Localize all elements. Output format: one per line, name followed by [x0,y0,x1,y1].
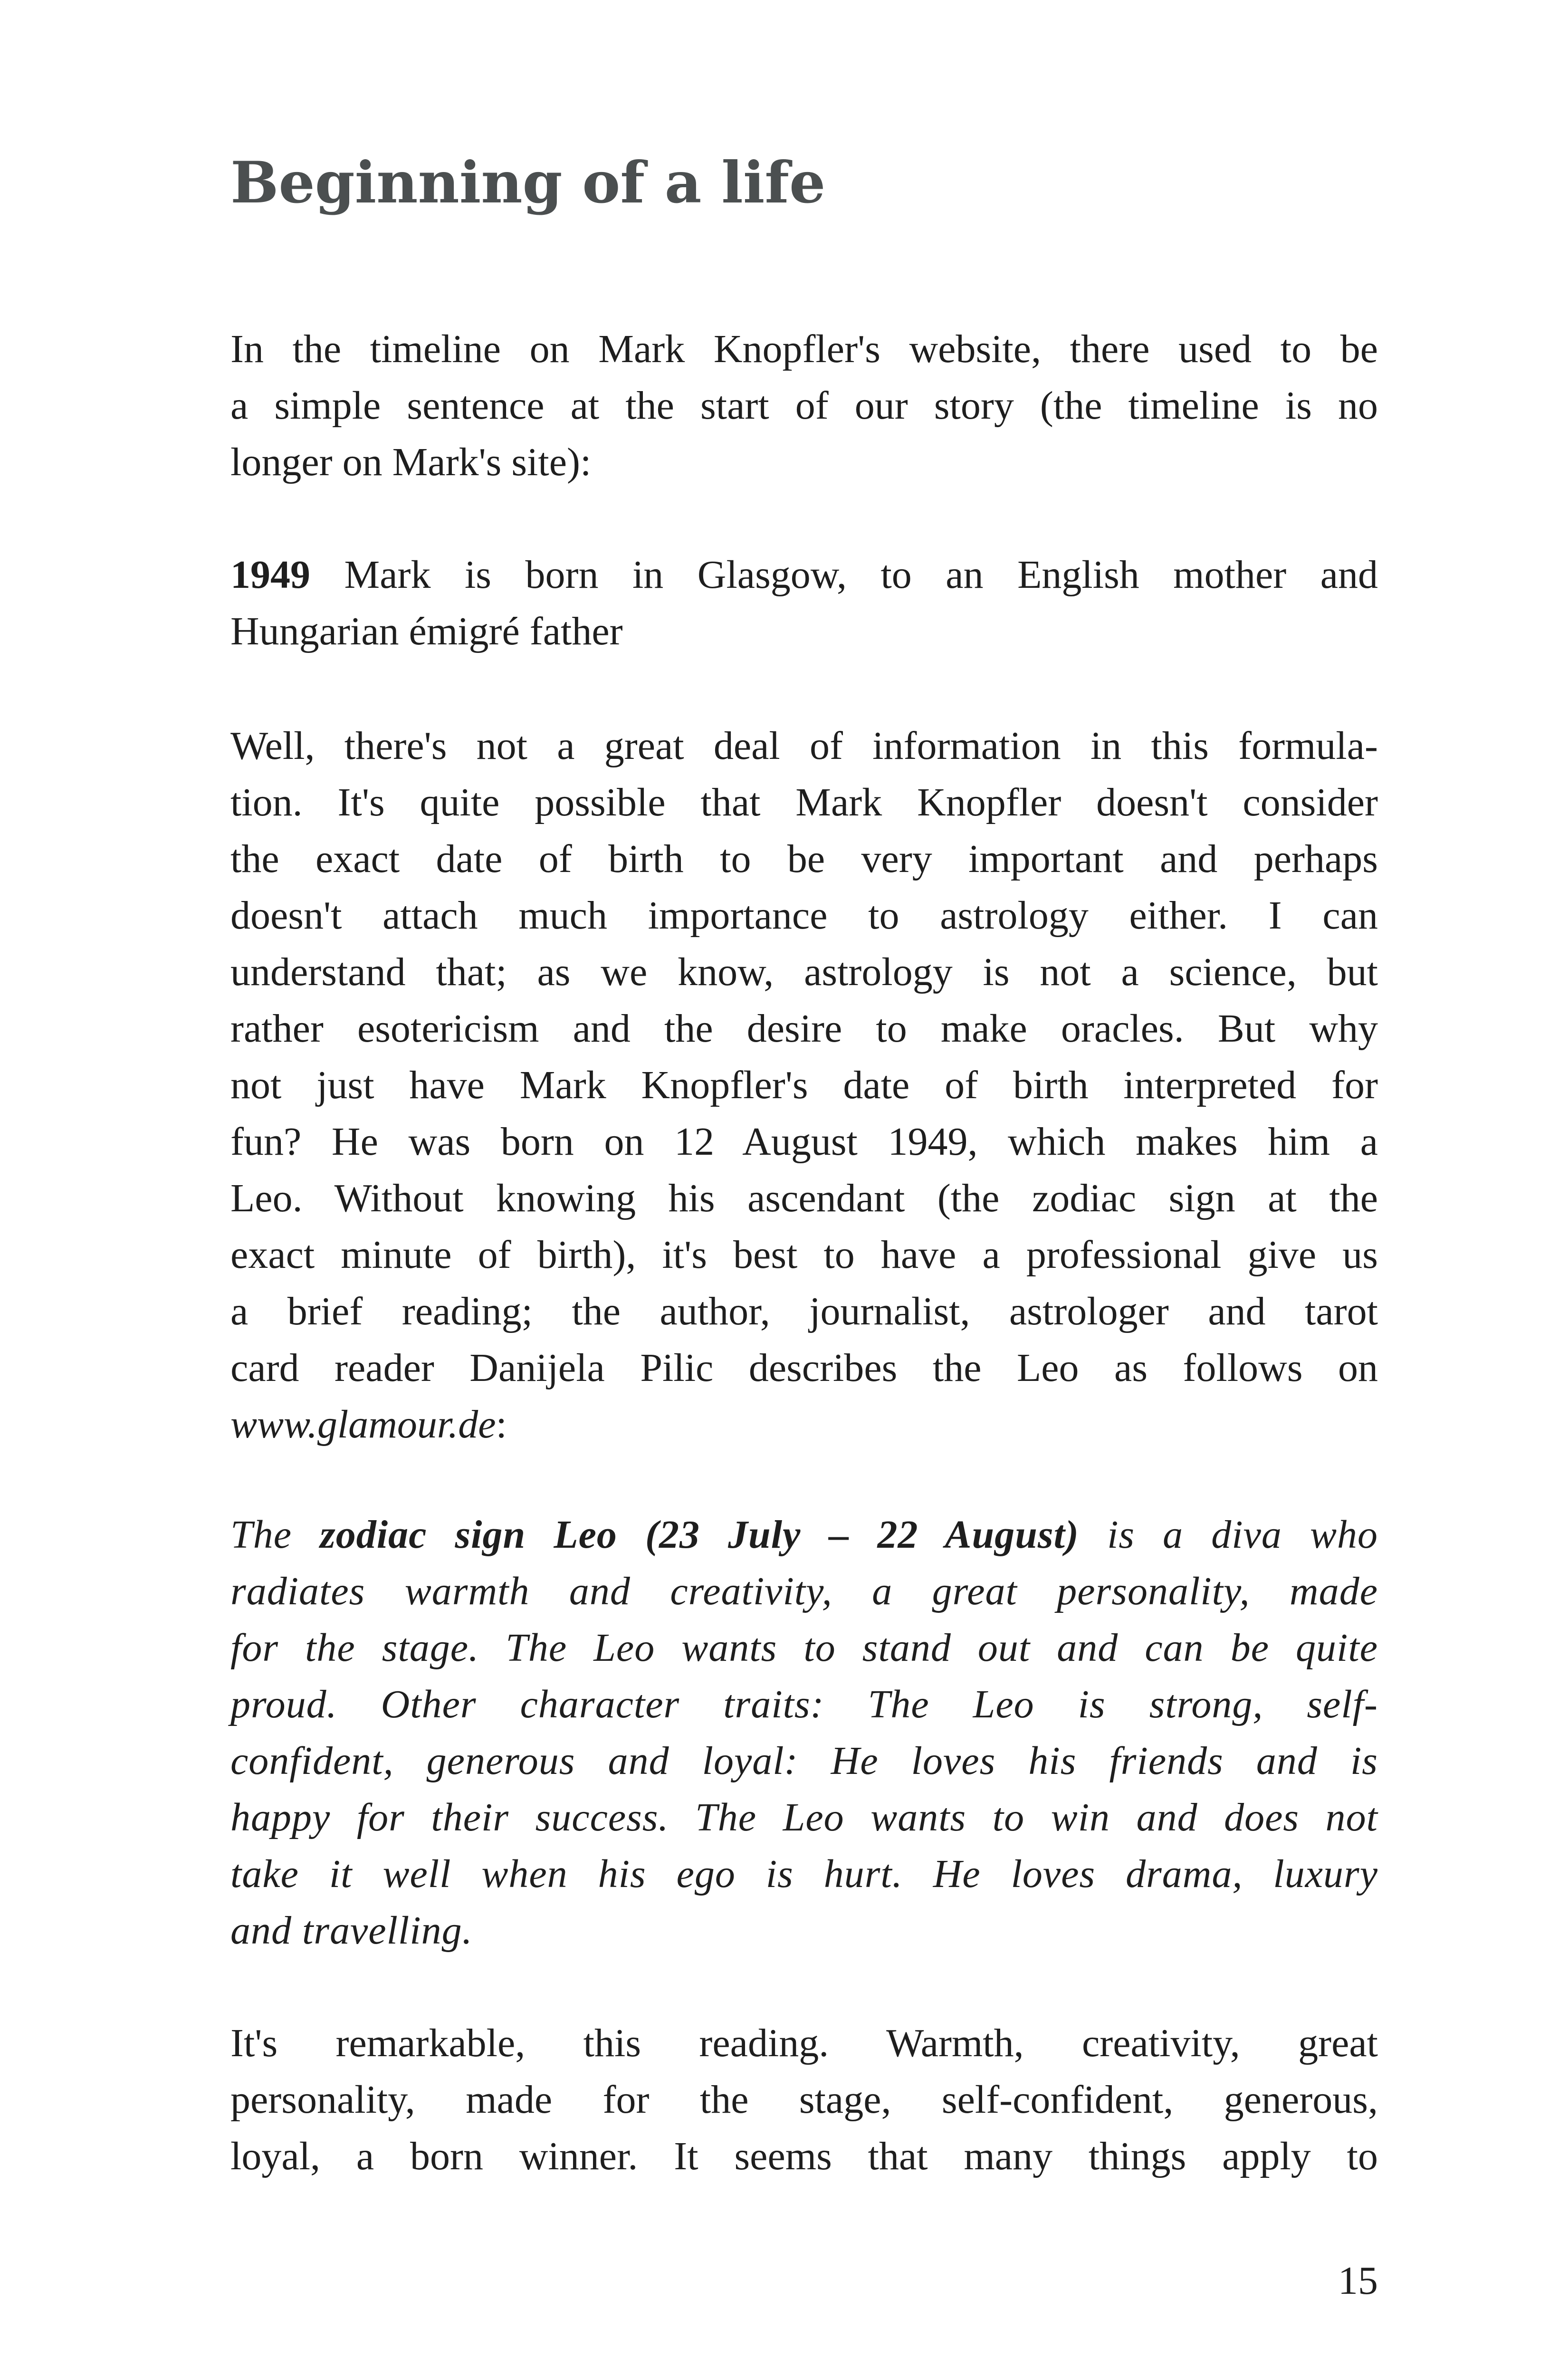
timeline-text: Mark is born in Glasgow, to an English mother and [310,553,1378,597]
text-line: exact minute of birth), it's best to have a professional give us [230,1233,1378,1277]
text-line: doesn't attach much importance to astrology either. I can [230,893,1378,938]
paragraph-closing [230,2015,1378,2184]
text-line: proud. Other character traits: The Leo is strong, self- [230,1682,1378,1726]
source-suffix: : [496,1402,507,1447]
text-line: not just have Mark Knopfler's date of birth interpreted for [230,1063,1378,1107]
text-line: happy for their success. The Leo wants to win and does not [230,1795,1378,1839]
text-line: the exact date of birth to be very important and perhaps [230,837,1378,881]
paragraph-discussion [230,718,1378,1453]
source-link: www.glamour.de [230,1402,496,1447]
text-line: Hungarian émigré father [230,609,623,653]
quote-line-rest: is a diva who [1079,1513,1378,1557]
paragraph-intro [230,321,1378,490]
text-line: and travelling. [230,1908,473,1953]
text-line: rather esotericism and the desire to make oracles. But why [230,1006,1378,1051]
quote-block [230,1506,1378,1959]
text-line [230,546,1378,603]
text-line [230,1396,1378,1453]
text-line: It's remarkable, this reading. Warmth, creativity, great [230,2021,1378,2065]
book-page [230,0,1378,2376]
paragraph-timeline-entry [230,546,1378,660]
page-number: 15 [1338,2259,1378,2303]
text-line: card reader Danijela Pilic describes the Leo as follows on [230,1346,1378,1390]
text-line: loyal, a born winner. It seems that many things apply to [230,2134,1378,2178]
quote-bold-phrase: zodiac sign Leo (23 July – 22 August) [320,1513,1079,1557]
quote-lead: The [230,1513,320,1557]
timeline-year: 1949 [230,553,310,597]
text-line: confident, generous and loyal: He loves his friends and is [230,1739,1378,1783]
text-line: longer on Mark's site): [230,440,592,484]
text-line: radiates warmth and creativity, a great personality, made [230,1569,1378,1613]
text-line: understand that; as we know, astrology is not a science, but [230,950,1378,994]
text-line [230,1506,1378,1563]
text-line: tion. It's quite possible that Mark Knopfler doesn't consider [230,780,1378,824]
text-line: for the stage. The Leo wants to stand out and can be quite [230,1626,1378,1670]
text-line: In the timeline on Mark Knopfler's website, there used to be [230,327,1378,371]
text-line: a simple sentence at the start of our story (the timeline is no [230,383,1378,428]
chapter-title: Beginning of a life [230,149,826,216]
text-line: Well, there's not a great deal of information in this formula- [230,724,1378,768]
text-line: personality, made for the stage, self-confident, generous, [230,2078,1378,2122]
text-line: a brief reading; the author, journalist, astrologer and tarot [230,1289,1378,1333]
text-line: take it well when his ego is hurt. He loves drama, luxury [230,1852,1378,1896]
text-line: Leo. Without knowing his ascendant (the zodiac sign at the [230,1176,1378,1220]
text-line: fun? He was born on 12 August 1949, which makes him a [230,1120,1378,1164]
